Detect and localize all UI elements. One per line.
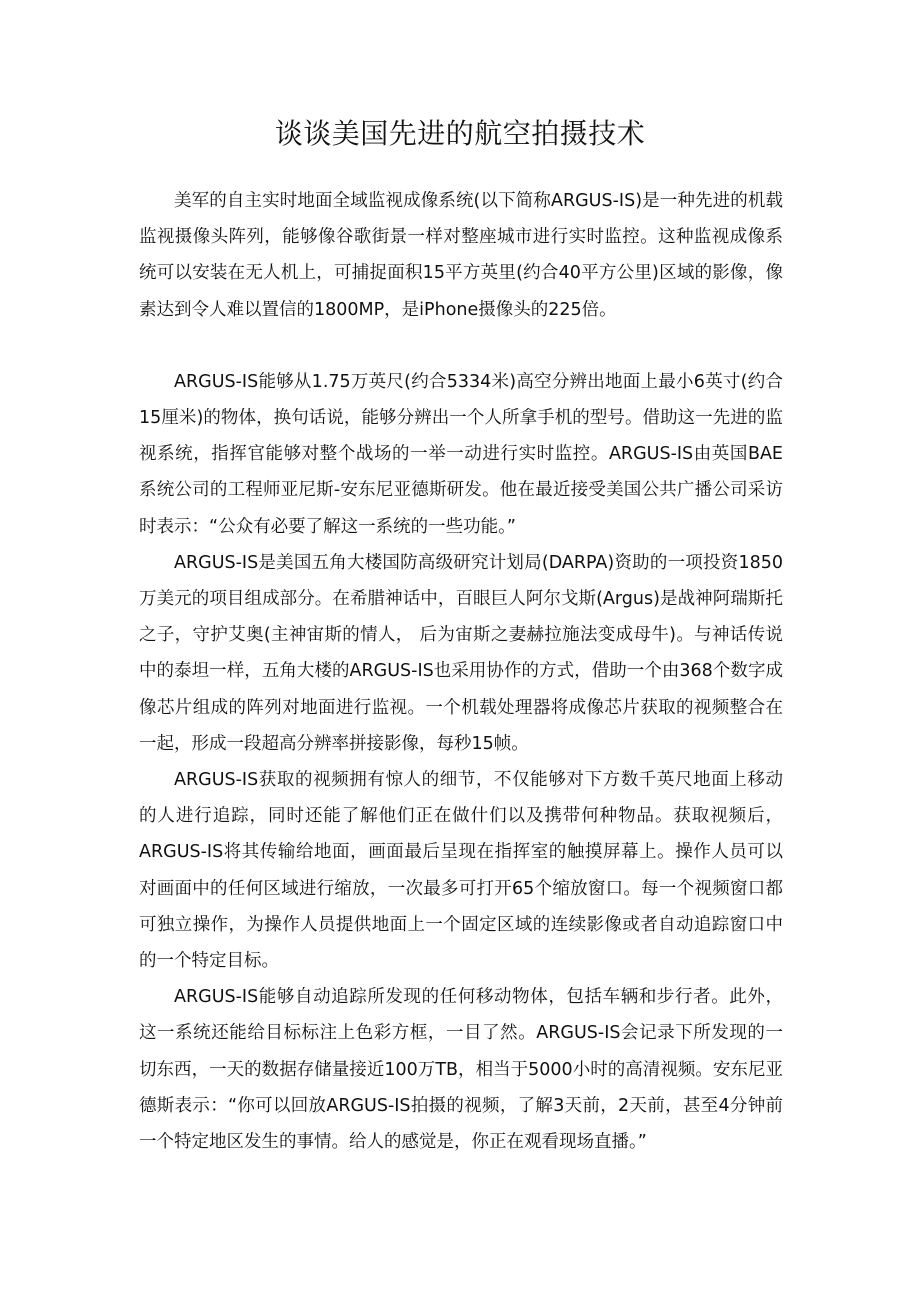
paragraph-video-detail: ARGUS-IS获取的视频拥有惊人的细节，不仅能够对下方数千英尺地面上移动的人进行追踪，同时还能了解他们正在做什们以及携带何种物品。获取视频后，ARGUS-IS将其传输给地面，画面最后呈现在指挥室的触摸屏幕上。操作人员可以对画面中的任何区域进行缩放，一次最多可打开65个缩放窗口。每一个视频窗口都可独立操作，为操作人员提供地面上一个固定区域的连续影像或者自动追踪窗口中的一个特定目标。 [139,770,783,972]
paragraph-tracking: ARGUS-IS能够自动追踪所发现的任何移动物体，包括车辆和步行者。此外，这一系统还能给目标标注上色彩方框，一目了然。ARGUS-IS会记录下所发现的一切东西，一天的数据存储量接近100万TB，相当于5000小时的高清视频。安东尼亚德斯表示：“你可以回放ARGUS-IS拍摄的视频，了解3天前，2天前，甚至4分钟前一个特定地区发生的事情。给人的感觉是，你正在观看现场直播。” [139,987,783,1153]
document-title: 谈谈美国先进的航空拍摄技术 [274,117,646,150]
document-body [139,183,783,1160]
paragraph-resolution: ARGUS-IS能够从1.75万英尺(约合5334米)高空分辨出地面上最小6英寸(约合15厘米)的物体，换句话说，能够分辨出一个人所拿手机的型号。借助这一先进的监视系统，指挥官能够对整个战场的一举一动进行实时监控。ARGUS-IS由英国BAE系统公司的工程师亚尼斯-安东尼亚德斯研发。他在最近接受美国公共广播公司采访时表示：“公众有必要了解这一系统的一些功能。” [139,371,783,537]
paragraph-intro: 美军的自主实时地面全域监视成像系统(以下简称ARGUS-IS)是一种先进的机载监视摄像头阵列，能够像谷歌街景一样对整座城市进行实时监控。这种监视成像系统可以安装在无人机上，可捕捉面积15平方英里(约合40平方公里)区域的影像，像素达到令人难以置信的1800MP，是iPhone摄像头的225倍。 [139,191,783,320]
paragraph-darpa: ARGUS-IS是美国五角大楼国防高级研究计划局(DARPA)资助的一项投资1850万美元的项目组成部分。在希腊神话中，百眼巨人阿尔戈斯(Argus)是战神阿瑞斯托之子，守护艾奥(主神宙斯的情人， 后为宙斯之妻赫拉施法变成母牛)。与神话传说中的泰坦一样，五角大楼的ARGUS-IS也采用协作的方式，借助一个由368个数字成像芯片组成的阵列对地面进行监视。一个机载处理器将成像芯片获取的视频整合在一起，形成一段超高分辨率拼接影像，每秒15帧。 [139,552,783,754]
